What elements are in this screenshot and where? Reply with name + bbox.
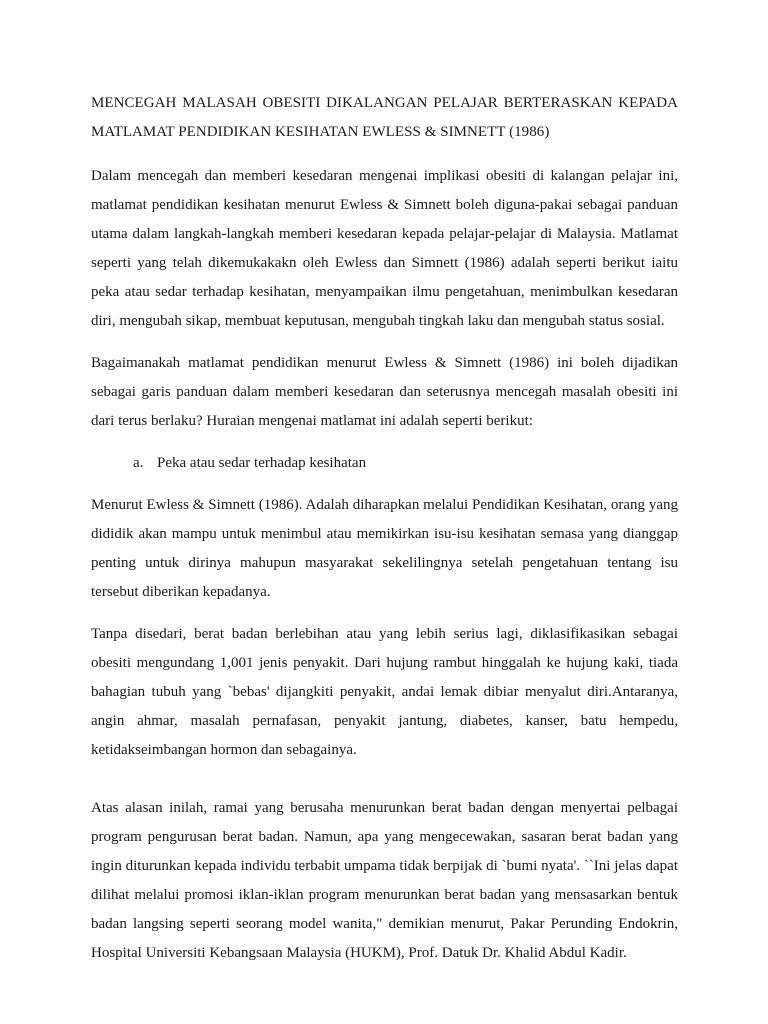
paragraph-body-3: Atas alasan inilah, ramai yang berusaha menurunkan berat badan dengan menyertai pelbagai program pengurusan berat badan. Namun, apa yang mengecewakan, sasaran berat badan yang ingin diturunkan kepada individu terbabit umpama tidak berpijak di `bumi nyata'. ``Ini jelas dapat dilihat melalui promosi iklan-iklan program menurunkan berat badan yang mensasarkan bentuk badan langsing seperti seorang model wanita," demikian menurut, Pakar Perunding Endokrin, Hospital Universiti Kebangsaan Malaysia (HUKM), Prof. Datuk Dr. Khalid Abdul Kadir. (91, 800, 678, 961)
paragraph-body-1: Menurut Ewless & Simnett (1986). Adalah diharapkan melalui Pendidikan Kesihatan, orang yang dididik akan mampu untuk menimbul atau memikirkan isu-isu kesihatan semasa yang dianggap penting untuk dirinya mahupun masyarakat sekelilingnya setelah pengetahuan tentang isu tersebut diberikan kepadanya. (91, 497, 678, 600)
list-item-text: Peka atau sedar terhadap kesihatan (157, 455, 367, 471)
paragraph-intro: Dalam mencegah dan memberi kesedaran mengenai implikasi obesiti di kalangan pelajar ini, matlamat pendidikan kesihatan menurut Ewless & Simnett boleh diguna-pakai sebagai panduan utama dalam langkah-langkah memberi kesedaran kepada pelajar-pelajar di Malaysia. Matlamat seperti yang telah dikemukakakn oleh Ewless dan Simnett (1986) adalah seperti berikut iaitu peka atau sedar terhadap kesihatan, menyampaikan ilmu pengetahuan, menimbulkan kesedaran diri, mengubah sikap, membuat keputusan, mengubah tingkah laku dan mengubah status sosial. (91, 168, 678, 329)
document-page (91, 89, 678, 968)
paragraph-body-2: Tanpa disedari, berat badan berlebihan atau yang lebih serius lagi, diklasifikasikan sebagai obesiti mengundang 1,001 jenis penyakit. Dari hujung rambut hinggalah ke hujung kaki, tiada bahagian tubuh yang `bebas' dijangkiti penyakit, andai lemak dibiar menyalut diri.Antaranya, angin ahmar, masalah pernafasan, penyakit jantung, diabetes, kanser, batu hempedu, ketidakseimbangan hormon dan sebagainya. (91, 626, 678, 758)
paragraph-question: Bagaimanakah matlamat pendidikan menurut Ewless & Simnett (1986) ini boleh dijadikan sebagai garis panduan dalam memberi kesedaran dan seterusnya mencegah masalah obesiti ini dari terus berlaku? Huraian mengenai matlamat ini adalah seperti berikut: (91, 355, 678, 429)
list-item-a (91, 449, 678, 478)
document-title: MENCEGAH MALASAH OBESITI DIKALANGAN PELAJAR BERTERASKAN KEPADA MATLAMAT PENDIDIKAN KESIHATAN EWLESS & SIMNETT (1986) (91, 95, 678, 140)
list-marker: a. (133, 455, 144, 471)
